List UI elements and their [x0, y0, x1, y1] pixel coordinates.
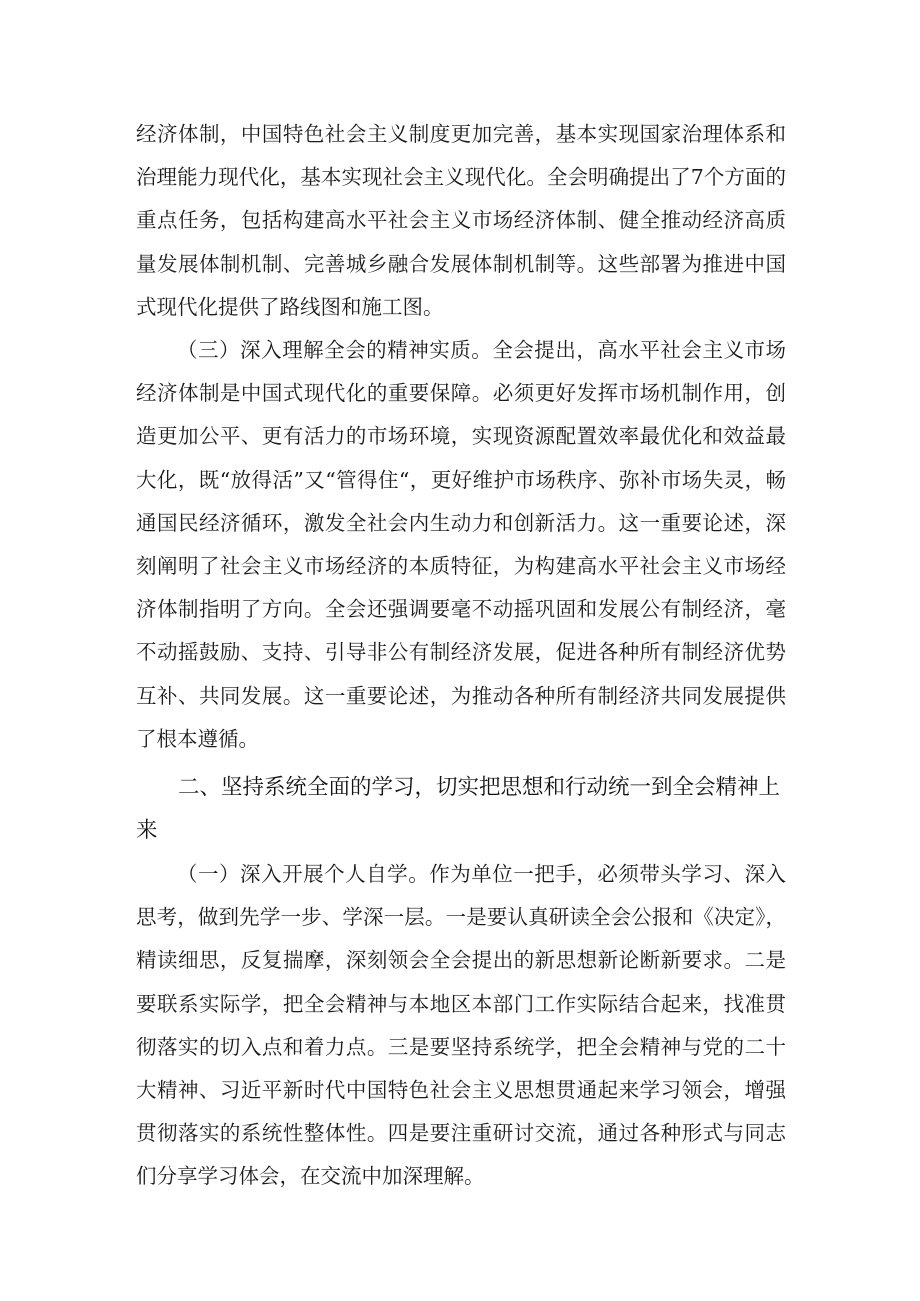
paragraph-continuation: 经济体制，中国特色社会主义制度更加完善，基本实现国家治理体系和治理能力现代化，基本实现社会主义现代化。全会明确提出了7个方面的重点任务，包括构建高水平社会主义市场经济体制、健全推动经济高质量发展体制机制、完善城乡融合发展体制机制等。这些部署为推进中国式现代化提供了路线图和施工图。 — [136, 122, 786, 319]
paragraph-subsection-one: （一）深入开展个人自学。作为单位一把手，必须带头学习、深入思考，做到先学一步、学深一层。一是要认真研读全会公报和《决定》，精读细思，反复揣摩，深刻领会全会提出的新思想新论断新要求。二是要联系实际学，把全会精神与本地区本部门工作实际结合起来，找准贯彻落实的切入点和着力点。三是要坚持系统学，把全会精神与党的二十大精神、习近平新时代中国特色社会主义思想贯通起来学习领会，增强贯彻落实的系统性整体性。四是要注重研讨交流，通过各种形式与同志们分享学习体会，在交流中加深理解。 — [136, 862, 786, 1189]
paragraph-section-three: （三）深入理解全会的精神实质。全会提出，高水平社会主义市场经济体制是中国式现代化的重要保障。必须更好发挥市场机制作用，创造更加公平、更有活力的市场环境，实现资源配置效率最优化和效益最大化，既“放得活”又“管得住“，更好维护市场秩序、弥补市场失灵，畅通国民经济循环，激发全社会内生动力和创新活力。这一重要论述，深刻阐明了社会主义市场经济的本质特征，为构建高水平社会主义市场经济体制指明了方向。全会还强调要毫不动摇巩固和发展公有制经济，毫不动摇鼓励、支持、引导非公有制经济发展，促进各种所有制经济优势互补、共同发展。这一重要论述，为推动各种所有制经济共同发展提供了根本遵循。 — [136, 338, 786, 751]
section-heading-two: 二、坚持系统全面的学习，切实把思想和行动统一到全会精神上来 — [136, 775, 781, 843]
